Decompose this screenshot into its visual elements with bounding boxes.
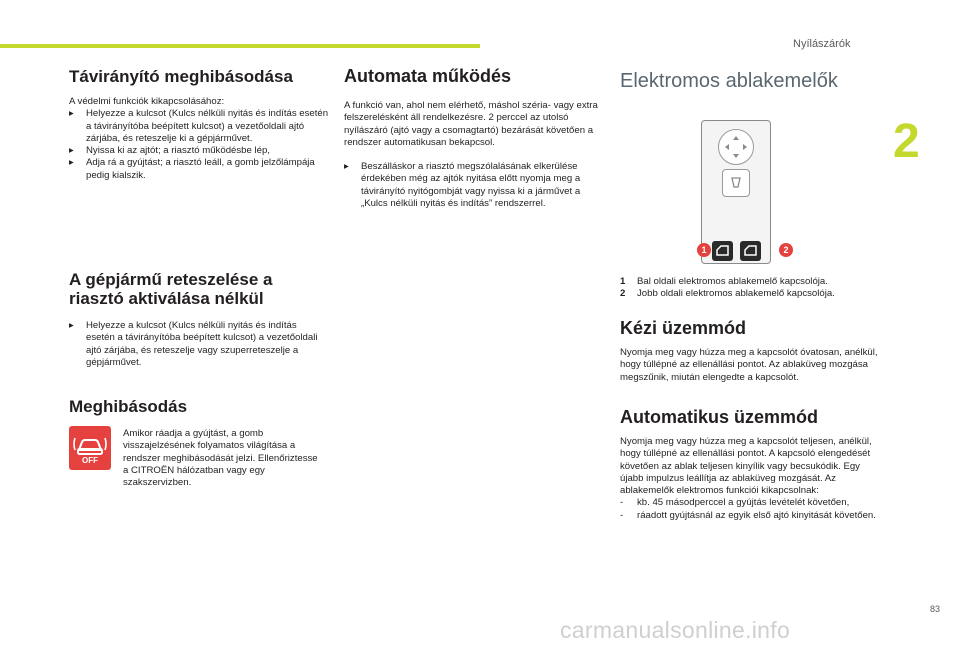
mirror-fold-icon	[722, 169, 750, 197]
auto-arming-heading: Automata működés	[344, 66, 512, 86]
fault-text: Amikor ráadja a gyújtást, a gomb visszajelzésének folyamatos világítása a rendszer meghibásodását jelzi. Ellenőriztesse a CITROËN hálózatban vagy egy szakszervizben.	[123, 428, 318, 489]
remote-fault-heading: Távirányító meghibásodása	[69, 67, 293, 86]
window-switch-panel-illustration	[701, 120, 771, 264]
list-item: ▸ Beszálláskor a riasztó megszólalásának elkerülése érdekében még az ajtók nyitása előtt nyomja meg a távirányító nyitógombját vagy nyissa ki a járművet a „Kulcs nélküli nyitás és indítás” rendszerrel.	[344, 161, 581, 210]
right-window-switch-icon	[740, 241, 761, 261]
manual-mode-heading: Kézi üzemmód	[620, 318, 747, 338]
list-item: ▸ Helyezze a kulcsot (Kulcs nélküli nyitás és indítás esetén a távirányítóba beépített kulcsot) a vezetőoldali ajtó zárjába, és reteszelje vagy szuperreteszelje a gépjárművet.	[69, 320, 318, 368]
arrow-bullet-icon: ▸	[69, 108, 74, 120]
fault-heading: Meghibásodás	[69, 397, 188, 416]
automatic-mode-heading: Automatikus üzemmód	[620, 407, 819, 427]
chapter-number: 2	[893, 115, 920, 168]
arrow-bullet-icon: ▸	[69, 145, 74, 157]
arrow-bullet-icon: ▸	[69, 157, 74, 169]
window-legend	[620, 276, 880, 301]
remote-fault-section	[69, 67, 329, 182]
auto-arming-text: A funkció van, ahol nem elérhető, máshol széria- vagy extra felszerelésként áll rendelkezésre. 2 perccel az utolsó nyílászáró (ajtó vagy a csomagtartó) bezárását követően a rendszer automatikusan bekapcsol.	[344, 100, 598, 148]
callout-badge: 1	[697, 243, 711, 257]
legend-item: 2 Jobb oldali elektromos ablakemelő kapcsolója.	[620, 288, 835, 300]
automatic-mode-text: Nyomja meg vagy húzza meg a kapcsolót teljesen, anélkül, hogy túllépné az ellenállási pontot. A kapcsoló elengedését követően az ablak teljesen kinyílik vagy becsukódik. Egy újabb impulzus leállítja az ablaküveg mozgását. Az ablakemelők elektromos funkciói kikapcsolnak:	[620, 436, 872, 497]
page-number: 83	[930, 604, 941, 614]
list-item: ▸ Helyezze a kulcsot (Kulcs nélküli nyitás és indítás esetén a távirányítóba beépített kulcsot) a vezetőoldali ajtó zárjába, és reteszelje ki a gépjárművet.	[69, 108, 329, 144]
fault-section	[69, 397, 329, 416]
left-window-switch-icon	[712, 241, 733, 261]
off-label: OFF	[82, 456, 98, 465]
section-title: Nyílászárók	[793, 38, 851, 50]
callout-badge: 2	[779, 243, 793, 257]
legend-item: 1 Bal oldali elektromos ablakemelő kapcsolója.	[620, 276, 828, 287]
windows-heading: Elektromos ablakemelők	[620, 70, 838, 92]
mirror-adjust-icon	[718, 129, 754, 165]
auto-arming-section	[344, 67, 602, 210]
remote-fault-intro: A védelmi funkciók kikapcsolásához:	[69, 96, 225, 107]
lock-without-alarm-section	[69, 270, 319, 369]
alarm-off-warning-icon	[69, 426, 111, 470]
arrow-bullet-icon: ▸	[344, 161, 349, 173]
list-item: - ráadott gyújtásnál az egyik első ajtó kinyitását követően.	[620, 509, 876, 521]
header-accent-bar	[0, 44, 480, 48]
list-item: ▸ Nyissa ki az ajtót; a riasztó működésbe lép,	[69, 145, 270, 157]
lock-without-alarm-heading: A gépjármű reteszelése a riasztó aktiválása nélkül	[69, 270, 273, 308]
list-item: - kb. 45 másodperccel a gyújtás levételét követően,	[620, 497, 850, 509]
manual-mode-text: Nyomja meg vagy húzza meg a kapcsolót óvatosan, anélkül, hogy túllépné az ellenállási pontot. Az ablaküveg mozgása megszűnik, miután elengedte a kapcsolót.	[620, 347, 878, 383]
watermark: carmanualsonline.info	[560, 617, 791, 643]
arrow-bullet-icon: ▸	[69, 320, 74, 331]
manual-mode-section	[620, 319, 882, 384]
automatic-mode-section	[620, 408, 882, 522]
list-item: ▸ Adja rá a gyújtást; a riasztó leáll, a gomb jelzőlámpája pedig kialszik.	[69, 157, 315, 181]
